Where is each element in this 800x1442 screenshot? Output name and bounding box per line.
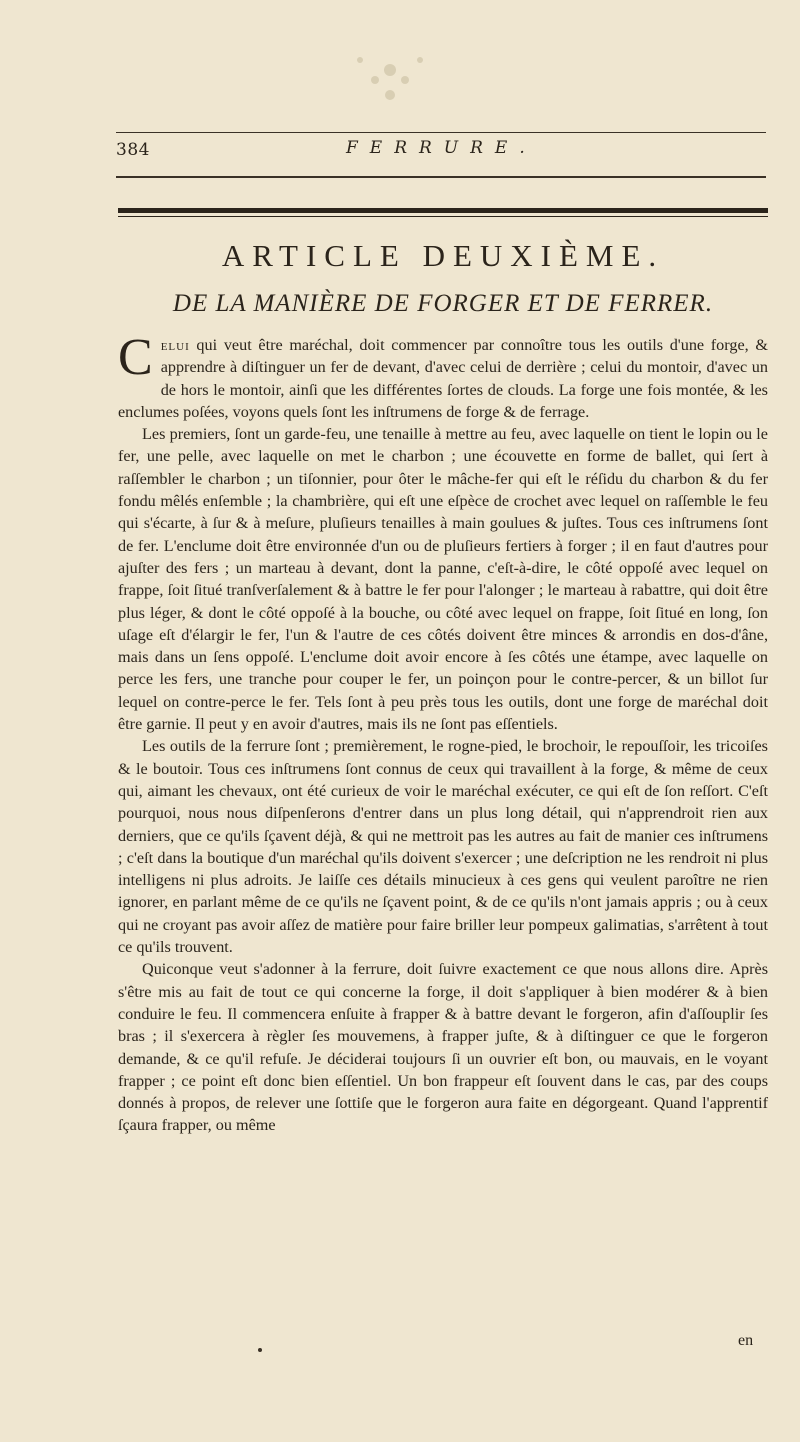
bleed-through-ornament: [330, 40, 450, 120]
running-head: [116, 138, 766, 168]
first-word: elui: [160, 336, 190, 354]
header-under-rule: [116, 176, 766, 178]
paragraph: Les premiers, ſont un garde-feu, une tenaille à mettre au feu, avec laquelle on tient le lopin ou le fer, une pelle, avec laquelle on met le charbon ; une écouvette en forme de ballet, qui ſert à raſſembler le charbon ; un tiſonnier, pour ôter le mâche-fer qui eſt le réſidu du charbon & du fer fondu mêlés enſemble ; la chambrière, qui eſt une eſpèce de crochet avec lequel on raſſemble le feu qui s'écarte, à ſur & à meſure, pluſieurs tenailles à main goulues & juſtes. Tous ces inſtrumens ſont de fer. L'enclume doit être environnée d'un ou de pluſieurs fertiers à forger ; il en faut d'autres pour ajuſter des fers ; un marteau à devant, dont la panne, c'eſt-à-dire, le côté oppoſé avec lequel on frappe, ſoit ſitué tranſverſalement & à battre le fer pour l'alonger ; le marteau à rabattre, qui doit être plus léger, & dont le côté oppoſé à la bouche, ou côté avec lequel on frappe, ſoit ſitué en long, ſon uſage eſt d'élargir le fer, l'un & l'autre de ces côtés doivent être minces & arrondis en dos-d'âne, mais dans un ſens oppoſé. L'enclume doit avoir encore à ſes côtés une étampe, avec laquelle on perce les fers, une tranche pour couper le fer, un poinçon pour le contre-percer, & un billot ſur lequel on contre-perce le fer. Tels ſont à peu près tous les outils, dont une forge de maréchal doit être garnie. Il peut y en avoir d'autres, mais ils ne ſont pas eſſentiels.: [118, 425, 768, 734]
catchword: en: [738, 1332, 754, 1349]
article-subtitle: DE LA MANIÈRE DE FORGER ET DE FERRER.: [172, 290, 714, 317]
body-text: [118, 329, 768, 1137]
paragraph: [118, 329, 768, 423]
paragraph: Quiconque veut s'adonner à la ferrure, doit ſuivre exactement ce que nous allons dire. Après s'être mis au fait de tout ce qui concerne la forge, il doit s'appliquer à bien modérer & à bien conduire le feu. Il commencera enſuite à frapper & à battre devant le forgeron, afin d'aſſouplir ſes bras ; il s'exercera à règler ſes mouvemens, à frapper juſte, & à diſtinguer ce que le forgeron demande, & ce qu'il refuſe. Je déciderai toujours ſi un ouvrier eſt bon, ou mauvais, en le voyant frapper ; ce point eſt donc bien eſſentiel. Un bon frappeur eſt ſouvent dans le cas, par des coups donnés à propos, de relever une ſottiſe que le forgeron aura faite en dégorgeant. Quand l'apprentif ſçaura frapper, ou même: [118, 960, 768, 1135]
section-thin-rule: [118, 216, 768, 217]
running-title: FERRURE.: [346, 138, 537, 158]
article-heading: ARTICLE DEUXIÈME.: [221, 238, 665, 273]
header-top-rule: [116, 132, 766, 133]
drop-cap: C: [118, 329, 153, 386]
ink-spot: [258, 1348, 262, 1352]
paragraph: Les outils de la ferrure ſont ; premièrement, le rogne-pied, le brochoir, le repouſſoir, les tricoiſes & le boutoir. Tous ces inſtrumens ſont connus de ceux qui travaillent à la forge, & même de ceux qui, aimant les chevaux, ont été curieux de voir le maréchal exécuter, ce qui eſt de ſon reſſort. C'eſt pourquoi, nous nous diſpenſerons d'entrer dans un plus long détail, qui n'apprendroit rien aux derniers, que ce qu'ils ſçavent déjà, & qui ne mettroit pas les autres au fait de manier ces inſtrumens ; c'eſt dans la boutique d'un maréchal qu'ils doivent s'exercer ; une deſcription ne les rendroit ni plus intelligens ni plus adroits. Je laiſſe ces détails minucieux à ces gens qui veulent paroître ne rien ignorer, en parlant même de ce qu'ils ne ſçavent point, & de ce qu'ils n'ont jamais appris ; ou à ceux qui ne croyant pas avoir aſſez de matière pour faire briller leur pompeux galimatias, s'arrêtent à tout ce qu'ils trouvent.: [118, 737, 768, 957]
section-thick-rule: [118, 208, 768, 213]
paragraph-text: qui veut être maréchal, doit commencer par connoître tous les outils d'une forge, & apprendre à diſtinguer un fer de devant, d'avec celui de derrière ; celui du montoir, d'avec un de hors le montoir, ainſi que les différentes ſortes de clouds. La forge une fois montée, & les enclumes poſées, voyons quels ſont les inſtrumens de forge & de ferrage.: [118, 336, 768, 421]
page-number: 384: [116, 140, 150, 160]
